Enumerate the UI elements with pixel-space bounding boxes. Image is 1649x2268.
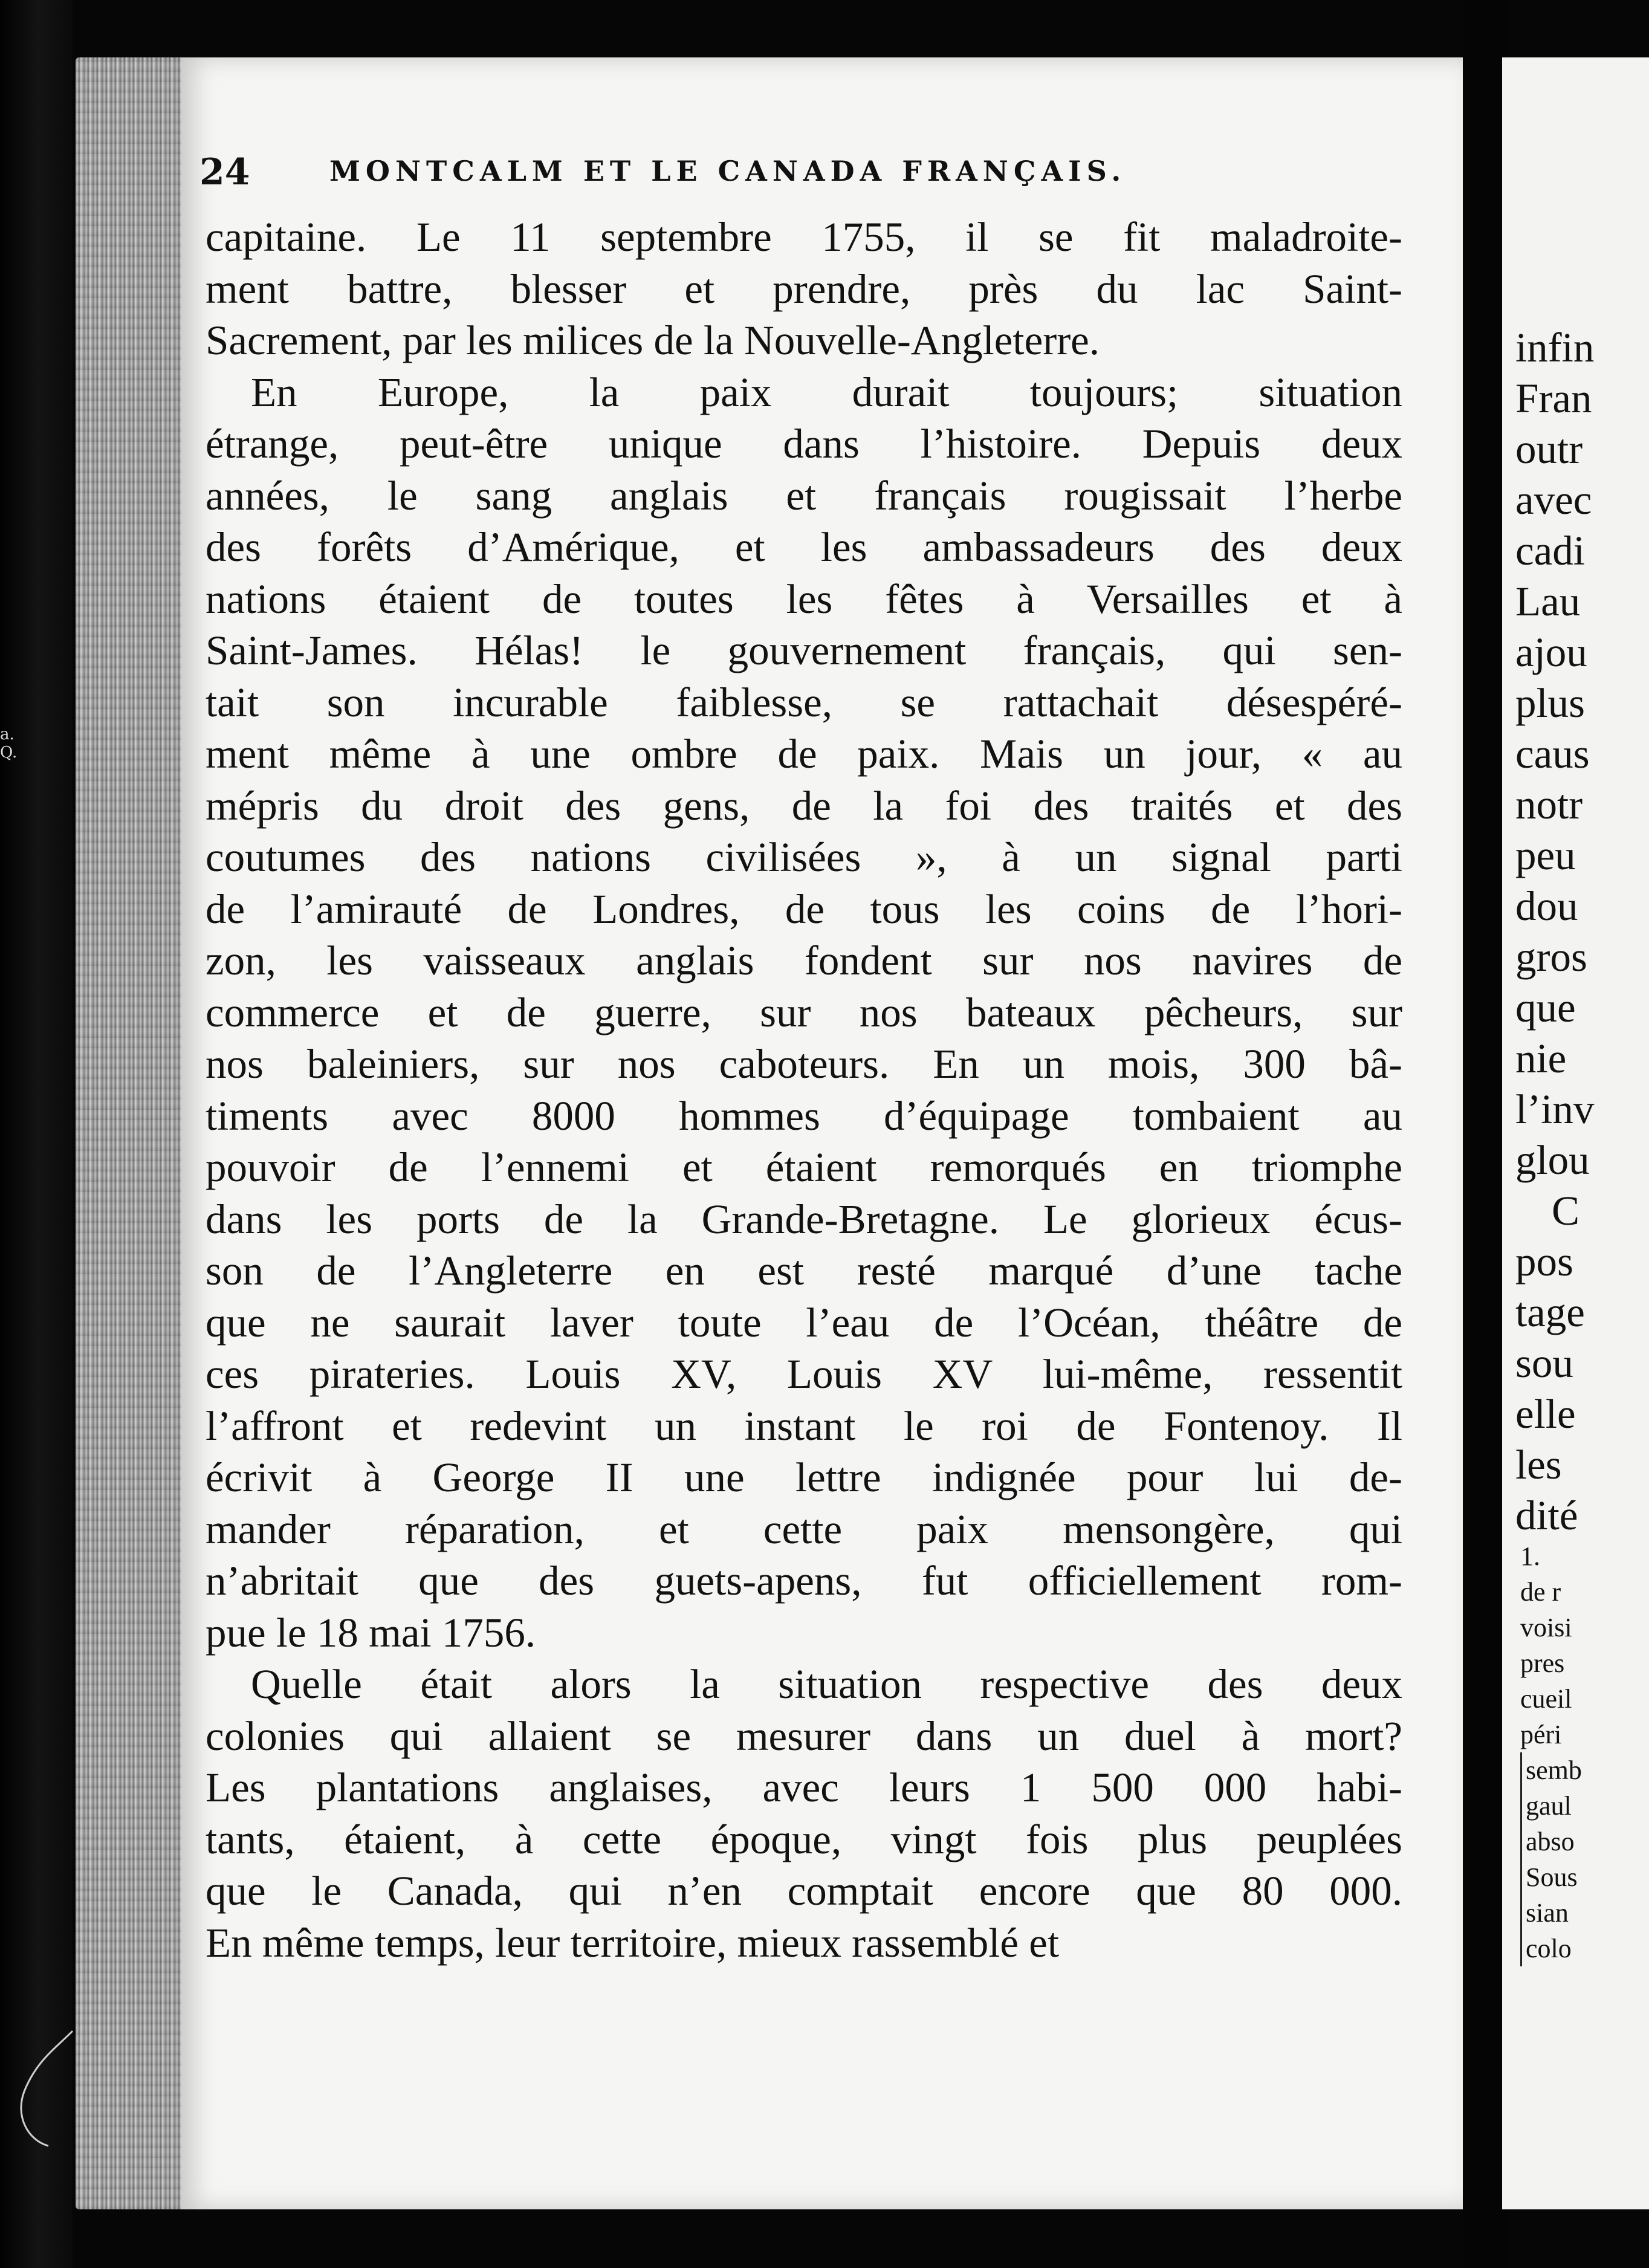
text-line: ces pirateries. Louis XV, Louis XV lui-même, ressentit <box>206 1351 1402 1397</box>
text-line: mander réparation, et cette paix mensongère, qui <box>206 1506 1402 1552</box>
running-title: MONTCALM ET LE CANADA FRANÇAIS. <box>329 155 1127 187</box>
text-line: que le Canada, qui n’en comptait encore que 80 000. <box>206 1868 1402 1914</box>
right-text-line: nie <box>1515 1035 1567 1081</box>
margin-mark: Q. <box>0 744 18 762</box>
page-number: 24 <box>199 151 250 193</box>
right-text-line: pos <box>1515 1239 1573 1285</box>
right-text-line: caus <box>1515 731 1590 777</box>
text-line: années, le sang anglais et français rougissait l’herbe <box>206 472 1402 519</box>
running-head <box>199 151 1257 199</box>
right-text-line: elle <box>1515 1391 1576 1437</box>
right-text-line: tage <box>1515 1289 1585 1335</box>
right-text-line: sou <box>1515 1340 1573 1386</box>
text-line: zon, les vaisseaux anglais fondent sur nos navires de <box>206 938 1402 983</box>
text-line: des forêts d’Amérique, et les ambassadeurs des deux <box>206 524 1402 570</box>
text-line: timents avec 8000 hommes d’équipage tombaient au <box>206 1092 1402 1139</box>
right-text-line: que <box>1515 985 1576 1031</box>
text-line: dans les ports de la Grande-Bretagne. Le glorieux écus- <box>206 1196 1402 1242</box>
text-line: l’affront et redevint un instant le roi de Fontenoy. Il <box>206 1402 1402 1449</box>
right-page <box>1502 57 1649 2209</box>
footnote-line: semb <box>1520 1752 1582 1788</box>
right-text-line: dité <box>1515 1492 1578 1538</box>
right-text-line: infin <box>1515 325 1595 371</box>
right-text-line: C <box>1552 1188 1580 1234</box>
right-page-text <box>1515 322 1594 1541</box>
footnote-line: péri <box>1520 1720 1562 1749</box>
text-line: commerce et de guerre, sur nos bateaux pêcheurs, sur <box>206 989 1402 1035</box>
right-text-line: plus <box>1515 680 1586 726</box>
previous-page-sliver <box>0 0 73 2268</box>
right-text-line: outr <box>1515 426 1583 472</box>
book-gutter <box>1463 0 1508 2268</box>
text-line: nos baleiniers, sur nos caboteurs. En un mois, 300 bâ- <box>206 1041 1402 1087</box>
margin-mark: a. <box>0 725 15 744</box>
body-text <box>206 212 1402 1969</box>
text-line: nations étaient de toutes les fêtes à Versailles et à <box>206 575 1402 622</box>
right-text-line: ajou <box>1515 629 1587 675</box>
text-line: Sacrement, par les milices de la Nouvelle-Angleterre. <box>206 317 1100 363</box>
text-line: n’abritait que des guets-apens, fut officiellement rom- <box>206 1558 1402 1604</box>
text-line: mépris du droit des gens, de la foi des traités et des <box>206 782 1402 829</box>
right-text-line: avec <box>1515 477 1592 523</box>
text-line: coutumes des nations civilisées », à un signal parti <box>206 834 1402 880</box>
right-text-line: l’inv <box>1515 1086 1595 1132</box>
right-text-line: les <box>1515 1442 1562 1488</box>
text-line: capitaine. Le 11 septembre 1755, il se fit maladroite- <box>206 214 1402 260</box>
right-text-line: glou <box>1515 1137 1590 1183</box>
right-text-line: Lau <box>1515 578 1581 624</box>
text-line: tants, étaient, à cette époque, vingt fois plus peuplées <box>206 1816 1402 1862</box>
text-line: étrange, peut-être unique dans l’histoire. Depuis deux <box>206 421 1402 467</box>
right-text-line: gros <box>1515 934 1587 980</box>
text-line: pue le 18 mai 1756. <box>206 1609 536 1656</box>
text-line: écrivit à George II une lettre indignée pour lui de- <box>206 1454 1402 1500</box>
footnote-line: pres <box>1520 1648 1565 1678</box>
text-line: Saint-James. Hélas! le gouvernement français, qui sen- <box>206 627 1402 673</box>
text-line: que ne saurait laver toute l’eau de l’Océan, théâtre de <box>206 1299 1402 1346</box>
text-line: Les plantations anglaises, avec leurs 1 500 000 habi- <box>206 1764 1402 1810</box>
text-line: son de l’Angleterre en est resté marqué d’une tache <box>206 1248 1402 1294</box>
footnote-line: 1. <box>1520 1541 1540 1571</box>
text-line: de l’amirauté de Londres, de tous les coins de l’hori- <box>206 886 1402 932</box>
footnote-line: cueil <box>1520 1684 1572 1714</box>
footnote-line: abso <box>1520 1824 1582 1859</box>
text-line: colonies qui allaient se mesurer dans un duel à mort? <box>206 1712 1402 1759</box>
right-text-line: Fran <box>1515 375 1592 421</box>
footnote-line: Sous <box>1520 1859 1582 1895</box>
right-text-line: cadi <box>1515 528 1585 574</box>
text-line: En même temps, leur territoire, mieux rassemblé et <box>206 1919 1060 1966</box>
right-page-footnotes <box>1520 1538 1582 1966</box>
text-line: Quelle était alors la situation respective des deux <box>251 1661 1402 1707</box>
right-text-line: notr <box>1515 782 1583 828</box>
margin-marks <box>0 725 18 762</box>
text-line: ment battre, blesser et prendre, près du lac Saint- <box>206 265 1402 312</box>
text-line: En Europe, la paix durait toujours; situation <box>251 369 1402 415</box>
right-text-line: dou <box>1515 883 1578 929</box>
text-line: ment même à une ombre de paix. Mais un jour, « au <box>206 731 1402 777</box>
footnote-line: colo <box>1520 1931 1582 1966</box>
footnote-line: de r <box>1520 1577 1561 1607</box>
footnote-line: voisi <box>1520 1613 1572 1642</box>
right-text-line: peu <box>1515 832 1576 878</box>
book-page-edges <box>76 57 196 2209</box>
margin-scribble <box>0 2025 121 2206</box>
footnote-line: gaul <box>1520 1788 1582 1824</box>
text-line: pouvoir de l’ennemi et étaient remorqués en triomphe <box>206 1144 1402 1190</box>
footnote-line: sian <box>1520 1895 1582 1931</box>
text-line: tait son incurable faiblesse, se rattachait désespéré- <box>206 679 1402 725</box>
